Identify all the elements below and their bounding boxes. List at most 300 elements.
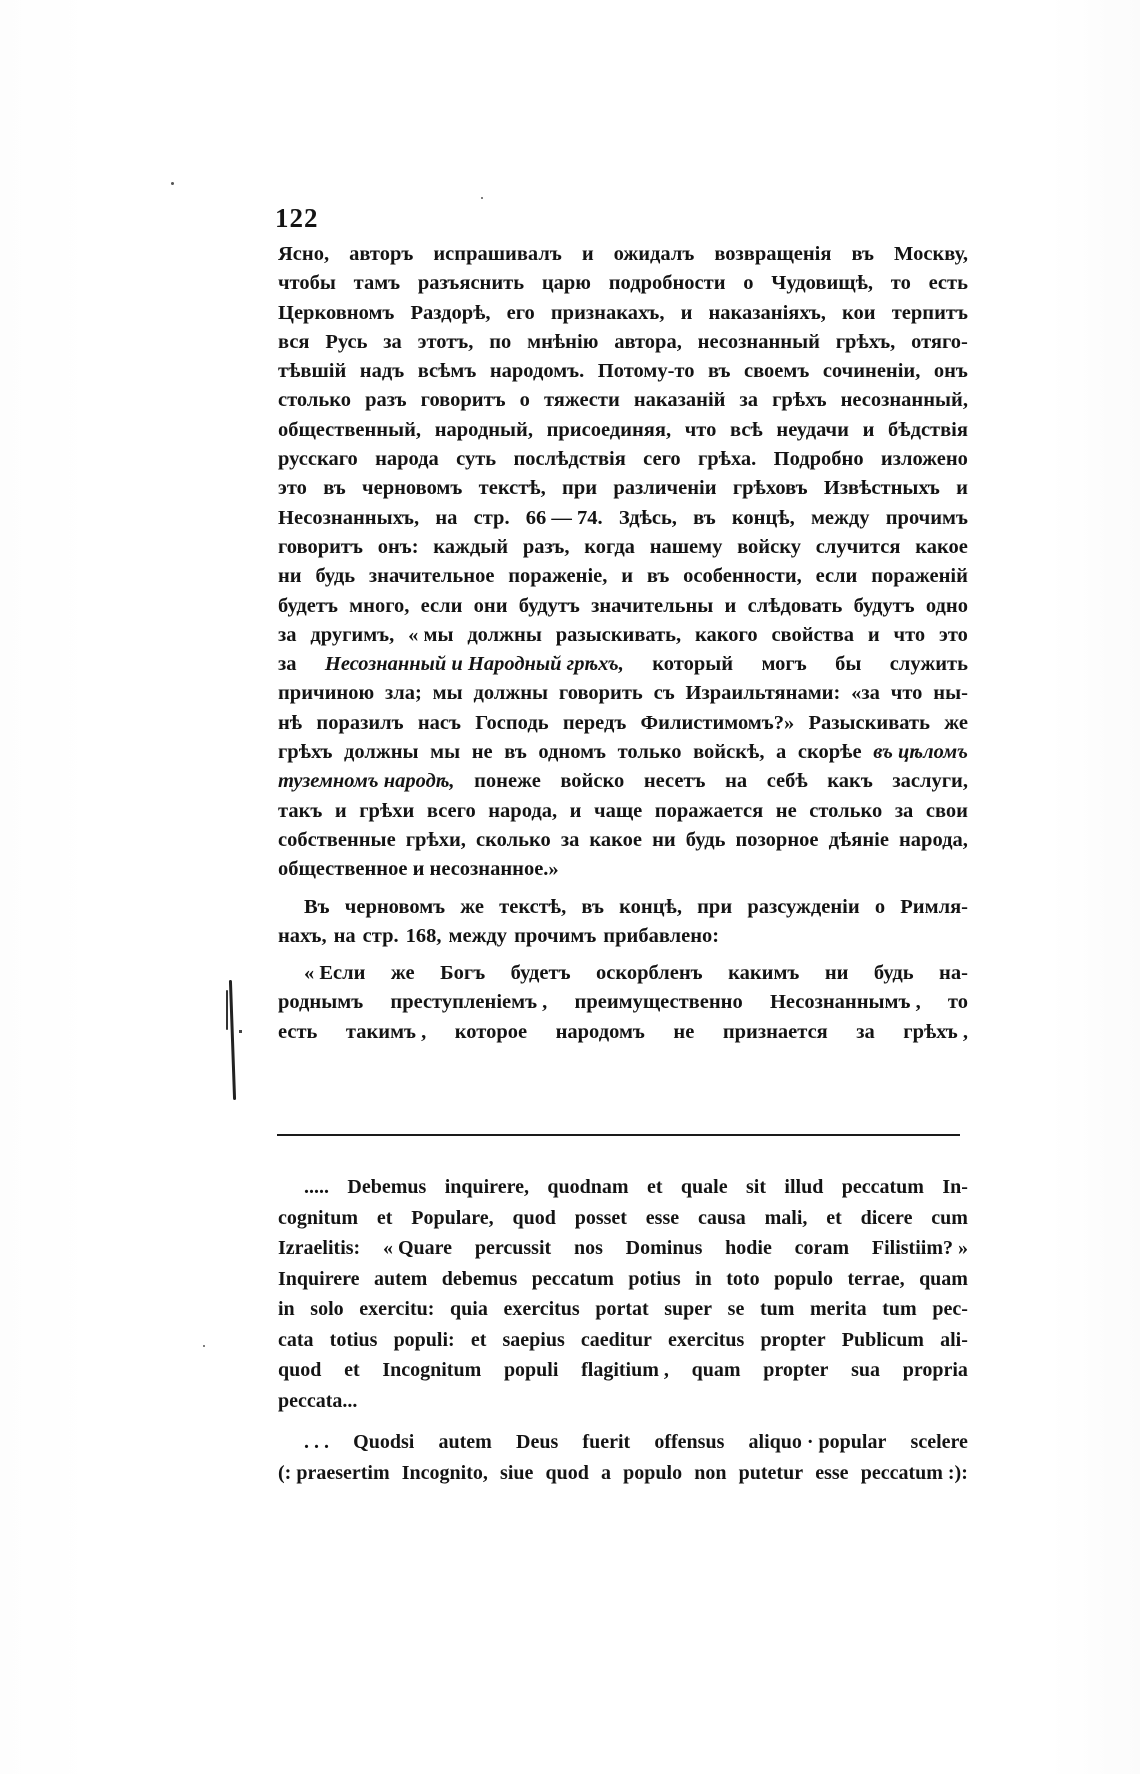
word: нашему: [649, 535, 723, 558]
text-line: [278, 1203, 968, 1234]
word: бѣдствія: [888, 418, 968, 441]
paragraph-gap: [278, 951, 968, 959]
word: peccatum: [531, 1267, 614, 1290]
word: свои: [925, 799, 968, 822]
word: Publicum: [841, 1328, 924, 1351]
word: насъ: [417, 711, 461, 734]
word: такимъ ,: [345, 1020, 427, 1043]
word: Чудовищѣ,: [771, 272, 874, 295]
word: всѣмъ: [417, 360, 477, 383]
word: illud: [784, 1176, 824, 1198]
text-line: [278, 562, 968, 591]
word: Здѣсь,: [618, 506, 677, 529]
word: mali,: [764, 1206, 808, 1229]
word: pec-: [932, 1298, 968, 1320]
word: который: [652, 653, 734, 676]
word: aliquo · popular: [748, 1431, 887, 1453]
word: percussit: [474, 1237, 552, 1259]
word: Debemus: [347, 1176, 427, 1198]
word: наказаніяхъ,: [708, 301, 826, 324]
word: Израильтянами:: [685, 682, 841, 705]
word: грѣхъ: [772, 389, 827, 412]
word: cum: [931, 1206, 968, 1229]
word: nos: [573, 1237, 603, 1259]
word: Incognito,: [401, 1461, 488, 1484]
word: черновомъ: [362, 477, 463, 500]
word: себѣ: [766, 770, 808, 793]
word: общественный,: [278, 418, 422, 441]
word: изложено: [880, 448, 968, 471]
word: будь: [685, 828, 726, 851]
word: toto: [726, 1267, 760, 1290]
word: скорѣе: [797, 741, 862, 764]
word: текстѣ,: [499, 895, 567, 918]
word: cognitum: [278, 1206, 358, 1229]
word: мы: [432, 682, 463, 705]
word: Populare,: [411, 1206, 494, 1229]
word: populi: [503, 1359, 559, 1381]
word: грѣхи,: [405, 828, 466, 851]
word: sit: [746, 1176, 766, 1198]
word: же: [460, 895, 484, 918]
text-line: [278, 922, 968, 951]
word: суть: [456, 448, 497, 471]
word: ни: [652, 828, 676, 851]
word: non: [694, 1461, 727, 1484]
word: о: [519, 389, 530, 412]
ink-speck: [203, 1345, 205, 1347]
word: возвращенія: [714, 243, 832, 265]
word: должны: [344, 741, 419, 764]
word: русскаго: [278, 448, 358, 471]
word: причиною: [278, 682, 375, 705]
word: будь: [315, 565, 356, 588]
text-line: [278, 1018, 968, 1047]
word: будутъ: [853, 594, 915, 617]
text-line: [278, 592, 968, 621]
word: столько: [278, 389, 352, 412]
main-text: [278, 240, 968, 1047]
word: не: [775, 799, 797, 822]
text-line: [278, 1264, 968, 1295]
word: въ: [581, 895, 604, 918]
word: прочимъ: [514, 924, 597, 947]
word: Въ: [304, 895, 330, 918]
word: войскѣ,: [693, 741, 765, 764]
word: populo: [774, 1267, 833, 1290]
word: (: praesertim: [278, 1461, 390, 1484]
word: на: [333, 924, 356, 947]
word: есть: [278, 1020, 318, 1043]
word: solo: [310, 1298, 344, 1320]
word: пораженій: [871, 565, 968, 588]
word: Izraelitis:: [278, 1237, 361, 1259]
ink-speck: [171, 182, 174, 185]
word: какого: [695, 623, 758, 646]
word: бы: [835, 653, 862, 676]
text-line: [278, 416, 968, 445]
word: esse: [645, 1206, 680, 1229]
word: несетъ: [643, 770, 706, 793]
word: войско: [560, 770, 625, 793]
word: portat: [595, 1298, 649, 1320]
word: «за: [851, 682, 880, 705]
word: autem: [373, 1267, 428, 1290]
word: populi:: [393, 1328, 455, 1351]
word: super: [664, 1298, 713, 1320]
word: ни: [824, 962, 849, 985]
word: разъ: [365, 389, 407, 412]
word: говорить: [558, 682, 643, 705]
word: exercitu:: [359, 1298, 435, 1320]
word: отяго-: [911, 330, 968, 353]
word: это: [939, 623, 968, 646]
word: то: [890, 272, 911, 295]
word: in: [278, 1298, 295, 1320]
word: о: [874, 895, 886, 918]
word: Москву,: [894, 243, 968, 265]
word: только: [617, 741, 682, 764]
text-line: [278, 1233, 968, 1264]
word: quia: [450, 1298, 488, 1320]
word: et: [826, 1206, 842, 1229]
word: онъ:: [377, 535, 419, 558]
word: и: [724, 594, 737, 617]
word: какъ: [827, 770, 873, 793]
ink-speck: [481, 197, 483, 199]
word: и: [862, 418, 875, 441]
word: преступленіемъ ,: [390, 991, 548, 1014]
word: Inquirere: [278, 1267, 360, 1290]
word: роднымъ: [278, 991, 364, 1014]
paragraph-gap: [278, 1416, 968, 1427]
word: propria: [902, 1359, 968, 1381]
word: чтобы: [278, 272, 336, 295]
word: въ: [504, 741, 527, 764]
word: говоритъ: [420, 389, 506, 412]
word: оскорбленъ: [595, 962, 703, 985]
word: признается: [722, 1020, 828, 1043]
word: грѣхи: [359, 799, 415, 822]
word: концѣ,: [731, 506, 795, 529]
word: заслуги,: [892, 770, 968, 793]
word: же: [944, 711, 968, 734]
word: неудачи: [776, 418, 849, 441]
word: онъ: [933, 360, 968, 383]
text-line: [278, 797, 968, 826]
word: въ: [707, 360, 731, 383]
word: Разыскивать: [808, 711, 930, 734]
word: будутъ: [518, 594, 580, 617]
text-line: [278, 474, 968, 503]
word: разъяснить: [417, 272, 525, 295]
word: и: [621, 565, 633, 588]
word: должны: [473, 682, 549, 705]
word: Потому-то: [597, 360, 695, 383]
text-line: [278, 679, 968, 708]
word: народомъ.: [489, 360, 585, 383]
word: грѣхъ ,: [903, 1020, 968, 1043]
page-number: 122: [275, 203, 319, 233]
word: и: [680, 301, 693, 324]
text-line: [278, 533, 968, 562]
word: одномъ: [538, 741, 606, 764]
text-line: [278, 357, 968, 386]
word: грѣхъ,: [835, 330, 896, 353]
word: о: [743, 272, 754, 295]
word: должны: [467, 623, 542, 646]
word: служить: [889, 653, 968, 676]
word: такъ: [278, 799, 323, 822]
word: Несознанныхъ,: [278, 506, 420, 529]
word: каждый: [433, 535, 509, 558]
word: за: [278, 653, 297, 676]
word: posset: [574, 1206, 627, 1229]
word: terrae,: [847, 1267, 905, 1290]
word: значительное: [368, 565, 495, 588]
word: tum: [882, 1298, 917, 1320]
word: esse: [815, 1461, 849, 1484]
word: tum: [759, 1298, 795, 1320]
word: если: [815, 565, 858, 588]
word: общественное и несознанное.»: [278, 858, 559, 881]
word: несознанный,: [840, 389, 968, 412]
paragraph-gap: [278, 885, 968, 893]
word: dicere: [860, 1206, 913, 1229]
word: при: [562, 477, 598, 500]
word: Извѣстныхъ: [823, 477, 940, 500]
word: что: [684, 418, 717, 441]
word: Богъ: [440, 962, 486, 985]
word: Quodsi: [353, 1431, 415, 1453]
word: терпитъ: [891, 301, 968, 324]
word: и: [569, 799, 582, 822]
word: peccata...: [278, 1389, 358, 1412]
word: « Если: [304, 962, 366, 985]
word: говоритъ: [278, 535, 363, 558]
word: на: [725, 770, 748, 793]
word: подробности: [608, 272, 726, 295]
word: между: [448, 924, 508, 947]
word: поразилъ: [316, 711, 404, 734]
word: нахъ,: [278, 924, 327, 947]
text-line: [278, 709, 968, 738]
word: « Quare: [382, 1237, 453, 1259]
word: мы: [430, 741, 461, 764]
word: какое: [915, 535, 968, 558]
word: autem: [438, 1431, 492, 1453]
word: стр.: [362, 924, 399, 947]
word: что: [890, 682, 923, 705]
word: .....: [304, 1176, 329, 1198]
word: и: [867, 623, 880, 646]
text-line: [278, 1325, 968, 1356]
word: totius: [329, 1328, 378, 1351]
word: когда: [584, 535, 635, 558]
text-line: [278, 893, 968, 922]
word: et: [470, 1328, 487, 1351]
word: causa: [697, 1206, 746, 1229]
text-line: [278, 1294, 968, 1325]
text-line: [278, 959, 968, 988]
word: грѣха.: [697, 448, 757, 471]
word: послѣдствія: [513, 448, 626, 471]
word: « мы: [408, 623, 454, 646]
word: концѣ,: [619, 895, 682, 918]
word: и: [334, 799, 347, 822]
word: in: [695, 1267, 712, 1290]
word: надъ: [359, 360, 405, 383]
word: какимъ: [728, 962, 800, 985]
word: позорное: [735, 828, 819, 851]
text-line: [278, 767, 968, 796]
word: другимъ,: [310, 623, 395, 646]
word: передъ: [562, 711, 627, 734]
word: своемъ: [744, 360, 810, 383]
word: за: [894, 799, 914, 822]
word: quam: [919, 1267, 968, 1290]
word: вся: [278, 330, 310, 353]
word: за: [739, 389, 759, 412]
word: сего: [643, 448, 681, 471]
text-line: [278, 504, 968, 533]
word: fuerit: [582, 1431, 631, 1453]
word: много,: [349, 594, 410, 617]
word: разсужденіи: [747, 895, 860, 918]
word: чаще: [594, 799, 643, 822]
word: 168,: [405, 924, 442, 947]
word: hodie: [725, 1237, 772, 1259]
word: Филистимомъ?»: [640, 711, 795, 734]
word: собственные: [278, 828, 396, 851]
word: всего: [426, 799, 476, 822]
word: въ: [646, 565, 670, 588]
word: народомъ: [555, 1020, 645, 1043]
word: In-: [942, 1176, 968, 1198]
word: Подробно: [773, 448, 864, 471]
text-line: [278, 1386, 968, 1417]
word: за: [278, 623, 297, 646]
word: quam: [691, 1359, 741, 1381]
word: разыскивать,: [555, 623, 682, 646]
word: одно: [925, 594, 968, 617]
text-line: [278, 1355, 968, 1386]
word: Deus: [516, 1431, 559, 1453]
word: тамъ: [353, 272, 401, 295]
word: caeditur: [580, 1328, 652, 1351]
word: и: [581, 243, 594, 265]
text-line: [278, 988, 968, 1017]
word: и: [956, 477, 968, 500]
word: Несознаннымъ ,: [769, 991, 921, 1014]
word: столько: [809, 799, 883, 822]
word: кои: [842, 301, 876, 324]
word: автора,: [614, 330, 682, 353]
word: propter: [763, 1359, 829, 1381]
word: se: [727, 1298, 745, 1320]
word: flagitium ,: [581, 1359, 669, 1381]
word: грѣховъ: [732, 477, 808, 500]
word: какое: [589, 828, 643, 851]
word: ali-: [940, 1328, 968, 1351]
word: cata: [278, 1328, 314, 1351]
text-line: [278, 1458, 968, 1489]
text-line: [278, 1427, 968, 1458]
word: не: [673, 1020, 695, 1043]
footnote-text: [278, 1172, 968, 1488]
word: на-: [939, 962, 968, 985]
word: народный,: [434, 418, 533, 441]
word: sua: [851, 1359, 881, 1381]
word: ожидалъ: [613, 243, 695, 265]
word: Filistiim? »: [871, 1237, 968, 1259]
word: saepius: [502, 1328, 565, 1351]
word: exercitus: [503, 1298, 580, 1320]
margin-dot: [239, 1030, 242, 1033]
word: народа,: [899, 828, 968, 851]
word: peccatum: [841, 1176, 924, 1198]
word: merita: [810, 1298, 867, 1320]
word: преимущественно: [574, 991, 743, 1014]
word: siue: [500, 1461, 534, 1484]
word: ны-: [933, 682, 968, 705]
word: признакахъ,: [550, 301, 665, 324]
word: Церковномъ: [278, 301, 395, 324]
word: присоединяя,: [546, 418, 672, 441]
text-line: [278, 738, 968, 767]
word: coram: [794, 1237, 850, 1259]
word: войску: [737, 535, 801, 558]
word: туземномъ народѣ,: [278, 770, 455, 793]
word: понеже: [474, 770, 541, 793]
word: въ цѣломъ: [873, 741, 968, 764]
word: inquirere,: [444, 1176, 529, 1198]
word: разъ,: [522, 535, 570, 558]
word: quod: [512, 1206, 556, 1229]
word: на: [435, 506, 458, 529]
word: могъ: [761, 653, 807, 676]
word: et: [646, 1176, 663, 1198]
word: народа: [375, 448, 439, 471]
word: народа,: [488, 799, 558, 822]
word: наказаній: [633, 389, 726, 412]
word: они: [473, 594, 508, 617]
word: всѣ: [730, 418, 763, 441]
text-line: [278, 386, 968, 415]
word: прибавлено:: [603, 924, 720, 947]
word: будь: [873, 962, 914, 985]
word: за: [856, 1020, 875, 1043]
text-line: [278, 299, 968, 328]
word: Господь: [475, 711, 549, 734]
word: quale: [680, 1176, 728, 1198]
word: слѣдовать: [747, 594, 843, 617]
word: exercitus: [668, 1328, 745, 1351]
word: особенности,: [683, 565, 802, 588]
word: Incognitum: [382, 1359, 482, 1381]
word: черновомъ: [344, 895, 446, 918]
word: грѣхъ: [278, 741, 333, 764]
word: debemus: [441, 1267, 518, 1290]
text-line: [278, 328, 968, 357]
word: же: [390, 962, 415, 985]
word: offensus: [654, 1431, 725, 1453]
text-line: [278, 826, 968, 855]
word: a: [601, 1461, 612, 1484]
word: этотъ,: [417, 330, 474, 353]
word: сколько: [476, 828, 551, 851]
word: мнѣнію: [527, 330, 599, 353]
